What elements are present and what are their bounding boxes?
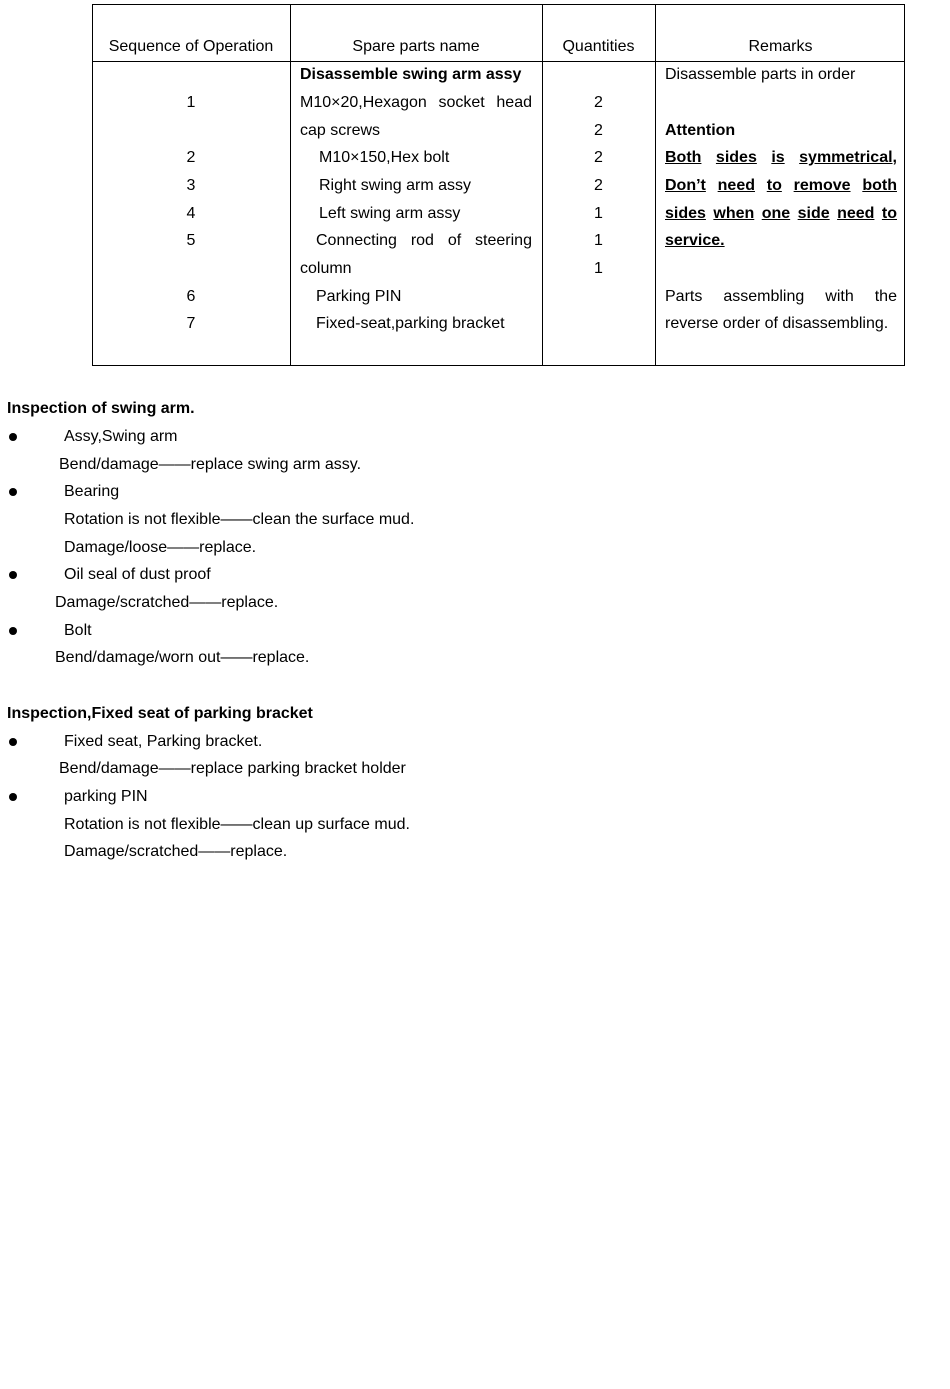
attention-line bbox=[665, 148, 897, 168]
attention-word: sides bbox=[715, 149, 757, 166]
part-name-line: M10×150,Hex bolt bbox=[319, 149, 450, 166]
attention-word: one bbox=[761, 205, 791, 222]
attention-word: side bbox=[797, 205, 830, 222]
attention-word: sides bbox=[665, 205, 706, 222]
bullet-icon bbox=[9, 433, 17, 441]
remark-text: Disassemble parts in order bbox=[665, 66, 856, 83]
quantity-value: 1 bbox=[594, 260, 603, 277]
inspection-item: Bolt bbox=[64, 622, 92, 639]
sequence-number: 2 bbox=[186, 149, 196, 166]
quantity-value: 2 bbox=[594, 94, 603, 111]
part-name-line bbox=[300, 93, 532, 113]
sequence-number: 3 bbox=[186, 177, 196, 194]
part-name-line bbox=[316, 231, 532, 251]
inspection-detail: Bend/damage/worn out——replace. bbox=[55, 649, 310, 666]
section-title: Inspection,Fixed seat of parking bracket bbox=[7, 705, 313, 722]
part-name-word: rod bbox=[410, 232, 434, 249]
attention-word: Both bbox=[665, 149, 702, 166]
remark-word: Parts bbox=[665, 288, 703, 305]
attention-label: Attention bbox=[665, 122, 736, 139]
inspection-detail: Rotation is not flexible——clean up surface mud. bbox=[64, 816, 410, 833]
attention-word: need bbox=[717, 177, 755, 194]
bullet-icon bbox=[9, 793, 17, 801]
attention-word: symmetrical, bbox=[799, 149, 897, 166]
bullet-icon bbox=[9, 627, 17, 635]
inspection-detail: Damage/scratched——replace. bbox=[64, 843, 288, 860]
part-name-line: Fixed-seat,parking bracket bbox=[316, 315, 505, 332]
sequence-number: 6 bbox=[186, 288, 196, 305]
quantity-value: 2 bbox=[594, 122, 603, 139]
attention-word: need bbox=[837, 205, 875, 222]
table-header-divider bbox=[92, 61, 905, 62]
part-name-line: Left swing arm assy bbox=[319, 205, 461, 222]
header-sequence: Sequence of Operation bbox=[108, 38, 274, 55]
bullet-icon bbox=[9, 488, 17, 496]
attention-line bbox=[665, 204, 897, 224]
part-name-line: Right swing arm assy bbox=[319, 177, 472, 194]
sequence-number: 1 bbox=[186, 94, 196, 111]
inspection-detail: Damage/loose——replace. bbox=[64, 539, 257, 556]
quantity-value: 1 bbox=[594, 232, 603, 249]
inspection-item: Fixed seat, Parking bracket. bbox=[64, 733, 263, 750]
inspection-item: parking PIN bbox=[64, 788, 148, 805]
attention-word: remove bbox=[793, 177, 851, 194]
header-remarks: Remarks bbox=[748, 38, 813, 55]
inspection-detail: Bend/damage——replace parking bracket holder bbox=[59, 760, 406, 777]
inspection-item: Bearing bbox=[64, 483, 120, 500]
table-divider bbox=[655, 4, 656, 366]
part-name-word: head bbox=[496, 94, 532, 111]
bullet-icon bbox=[9, 571, 17, 579]
sequence-number: 5 bbox=[186, 232, 196, 249]
attention-line bbox=[665, 176, 897, 196]
part-name-line: column bbox=[300, 260, 352, 277]
quantity-value: 2 bbox=[594, 177, 603, 194]
inspection-detail: Damage/scratched——replace. bbox=[55, 594, 279, 611]
attention-word: to bbox=[766, 177, 782, 194]
inspection-item: Oil seal of dust proof bbox=[64, 566, 211, 583]
remark-word: the bbox=[874, 288, 897, 305]
bullet-icon bbox=[9, 738, 17, 746]
sequence-number: 7 bbox=[186, 315, 196, 332]
inspection-detail: Bend/damage——replace swing arm assy. bbox=[59, 456, 362, 473]
part-name-word: M10×20,Hexagon bbox=[300, 94, 427, 111]
inspection-item: Assy,Swing arm bbox=[64, 428, 178, 445]
quantity-value: 2 bbox=[594, 149, 603, 166]
attention-word: both bbox=[862, 177, 897, 194]
remark-word: with bbox=[825, 288, 854, 305]
attention-word: to bbox=[881, 205, 897, 222]
header-quantities: Quantities bbox=[562, 38, 635, 55]
part-name-word: steering bbox=[475, 232, 532, 249]
attention-word: Don’t bbox=[665, 177, 706, 194]
remark-text bbox=[665, 287, 897, 307]
attention-word: when bbox=[713, 205, 755, 222]
remark-word: assembling bbox=[723, 288, 805, 305]
part-name-line: cap screws bbox=[300, 122, 381, 139]
part-name-word: of bbox=[447, 232, 462, 249]
part-name-word: socket bbox=[438, 94, 485, 111]
header-spare-parts-name: Spare parts name bbox=[352, 38, 480, 55]
section-title: Inspection of swing arm. bbox=[7, 400, 195, 417]
inspection-detail: Rotation is not flexible——clean the surface mud. bbox=[64, 511, 415, 528]
sequence-number: 4 bbox=[186, 205, 196, 222]
attention-line: service. bbox=[665, 232, 725, 249]
attention-word: is bbox=[771, 149, 785, 166]
remark-text: reverse order of disassembling. bbox=[665, 315, 889, 332]
part-name-word: Connecting bbox=[316, 232, 397, 249]
quantity-value: 1 bbox=[594, 205, 603, 222]
table-divider bbox=[290, 4, 291, 366]
group-title: Disassemble swing arm assy bbox=[300, 66, 522, 83]
part-name-line: Parking PIN bbox=[316, 288, 402, 305]
